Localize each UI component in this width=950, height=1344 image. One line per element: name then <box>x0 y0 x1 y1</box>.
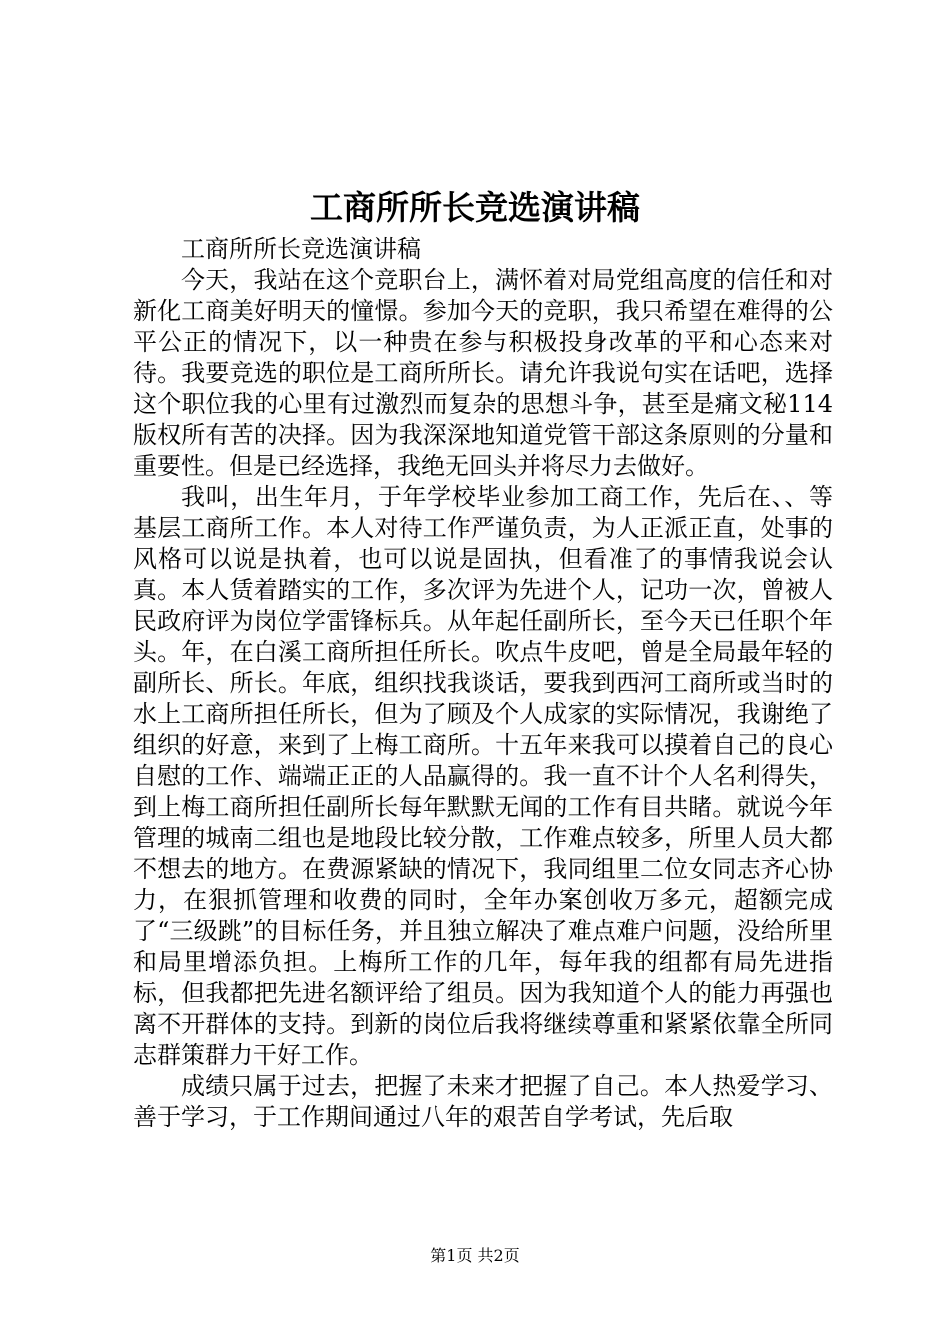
document-title: 工商所所长竞选演讲稿 <box>310 188 640 227</box>
paragraph-subtitle: 工商所所长竞选演讲稿 <box>181 235 421 263</box>
paragraph-achievements: 成绩只属于过去，把握了未来才把握了自己。本人热爱学习、善于学习，于工作期间通过八年的艰苦自学考试，先后取 <box>133 1072 833 1131</box>
page-footer: 第1页 共2页 <box>430 1246 520 1265</box>
paragraph-background: 我叫，出生年月，于年学校毕业参加工商工作，先后在、、等基层工商所工作。本人对待工作严谨负责，为人正派正直，处事的风格可以说是执着，也可以说是固执，但看准了的事情我说会认真。本人赁着踏实的工作，多次评为先进个人，记功一次，曾被人民政府评为岗位学雷锋标兵。从年起任副所长，至今天已任职个年头。年，在白溪工商所担任所长。吹点牛皮吧，曾是全局最年轻的副所长、所长。年底，组织找我谈话，要我到西河工商所或当时的水上工商所担任所长，但为了顾及个人成家的实际情况，我谢绝了组织的好意，来到了上梅工商所。十五年来我可以摸着自己的良心自慰的工作、端端正正的人品赢得的。我一直不计个人名利得失，到上梅工商所担任副所长每年默默无闻的工作有目共睹。就说今年管理的城南二组也是地段比较分散，工作难点较多，所里人员大都不想去的地方。在费源紧缺的情况下，我同组里二位女同志齐心协力，在狠抓管理和收费的同时，全年办案创收万多元，超额完成了“三级跳”的目标任务，并且独立解决了难点难户问题，没给所里和局里增添负担。上梅所工作的几年，每年我的组都有局先进指标，但我都把先进名额评给了组员。因为我知道个人的能力再强也离不开群体的支持。到新的岗位后我将继续尊重和紧紧依靠全所同志群策群力干好工作。 <box>133 483 833 1069</box>
document-body <box>133 234 833 1133</box>
paragraph-intro: 今天，我站在这个竞职台上，满怀着对局党组高度的信任和对新化工商美好明天的憧憬。参加今天的竞职，我只希望在难得的公平公正的情况下，以一种贵在参与积极投身改革的平和心态来对待。我要竞选的职位是工商所所长。请允许我说句实在话吧，选择这个职位我的心里有过激烈而复杂的思想斗争，甚至是痛文秘114版权所有苦的决择。因为我深深地知道党管干部这条原则的分量和重要性。但是已经选择，我绝无回头并将尽力去做好。 <box>133 266 833 480</box>
